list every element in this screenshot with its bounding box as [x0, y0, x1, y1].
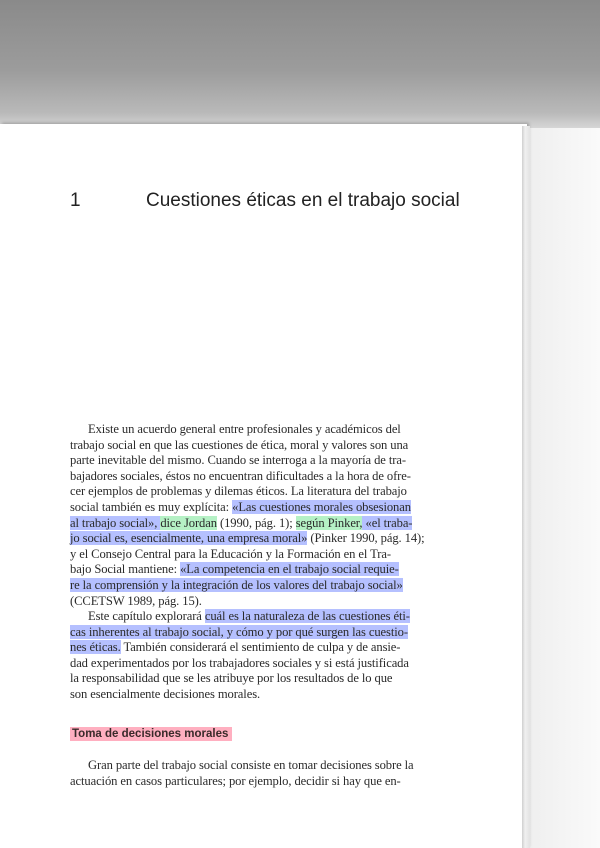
highlight-green: según Pinker, — [295, 515, 363, 530]
highlight-blue: «La competencia en el trabajo social requie- — [180, 562, 399, 577]
text-line — [70, 562, 460, 578]
text-line: dad experimentados por los trabajadores sociales y si está justificada — [70, 655, 409, 670]
text-line: actuación en casos particulares; por ejemplo, decidir si hay que en- — [70, 773, 401, 788]
section-heading: Toma de decisiones morales — [70, 727, 232, 741]
text-fragment: Este capítulo explorará — [88, 609, 205, 623]
text-fragment: (Pinker 1990, pág. 14); — [307, 531, 425, 546]
text-line — [70, 500, 460, 516]
paragraph-intro — [70, 422, 460, 609]
text-line — [70, 640, 460, 656]
paragraph-decisions — [70, 758, 460, 789]
text-line — [70, 531, 460, 547]
text-line: la responsabilidad que se les atribuye por los resultados de lo que — [70, 671, 393, 686]
text-fragment: También considerará el sentimiento de culpa y de ansie- — [120, 640, 401, 655]
scan-background — [0, 0, 600, 128]
text-line: son esencialmente decisiones morales. — [70, 686, 261, 701]
text-fragment: bajo Social mantiene: — [70, 562, 181, 577]
text-line: y el Consejo Central para la Educación y la Formación en el Tra- — [70, 546, 391, 561]
text-line: cer ejemplos de problemas y dilemas éticos. La literatura del trabajo — [70, 484, 407, 499]
text-fragment: social también es muy explícita: — [70, 499, 233, 514]
text-line — [70, 578, 460, 594]
chapter-number: 1 — [70, 190, 81, 211]
text-line: Gran parte del trabajo social consiste en tomar decisiones sobre la — [88, 758, 414, 772]
highlight-blue: re la comprensión y la integración de los valores del trabajo social» — [70, 577, 403, 592]
highlight-blue: «el traba- — [362, 515, 413, 530]
highlight-blue: nes éticas. — [70, 640, 121, 655]
page-edge — [522, 126, 530, 848]
text-fragment: (1990, pág. 1); — [216, 515, 296, 530]
highlight-green: dice Jordan — [160, 515, 217, 530]
text-line: (CCETSW 1989, pág. 15). — [70, 593, 202, 608]
paragraph-chapter-scope — [70, 609, 460, 703]
text-line: parte inevitable del mismo. Cuando se interroga a la mayoría de tra- — [70, 453, 406, 468]
text-line: trabajo social en que las cuestiones de ética, moral y valores son una — [70, 437, 409, 452]
text-line — [70, 609, 460, 625]
highlight-blue: jo social es, esencialmente, una empresa moral» — [70, 531, 308, 546]
highlight-blue: cas inherentes al trabajo social, y cómo y por qué surgen las cuestio- — [70, 624, 408, 639]
chapter-title: Cuestiones éticas en el trabajo social — [146, 190, 460, 211]
scan-right-margin — [530, 128, 600, 848]
highlight-blue: cuál es la naturaleza de las cuestiones éti- — [204, 609, 410, 623]
text-line — [70, 625, 460, 641]
text-line: Existe un acuerdo general entre profesionales y académicos del — [88, 422, 401, 436]
highlight-blue: «Las cuestiones morales obsesionan — [232, 499, 411, 514]
text-line: bajadores sociales, éstos no encuentran dificultades a la hora de ofre- — [70, 468, 411, 483]
text-line — [70, 516, 460, 532]
highlight-blue: al trabajo social», — [70, 515, 161, 530]
